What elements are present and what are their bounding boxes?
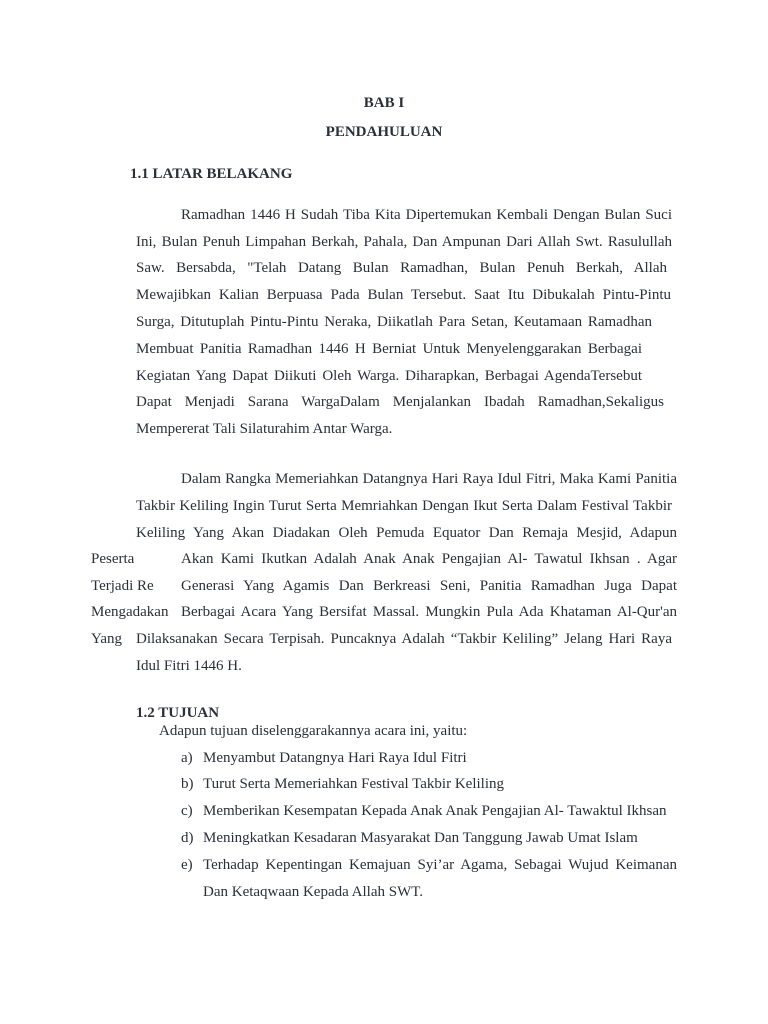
text-line: Dilaksanakan Secara Terpisah. Puncaknya Adalah “Takbir Keliling” Jelang Hari Raya [136, 631, 672, 647]
text-line: Ramadhan 1446 H Sudah Tiba Kita Dipertemukan Kembali Dengan Bulan Suci [181, 207, 672, 223]
text-line: Mempererat Tali Silaturahim Antar Warga. [136, 421, 393, 437]
text-line: Ini, Bulan Penuh Limpahan Berkah, Pahala, Dan Ampunan Dari Allah Swt. Rasulullah [136, 234, 672, 250]
list-item-continuation: Dan Ketaqwaan Kepada Allah SWT. [203, 884, 424, 900]
margin-fragment: Mengadakan [91, 604, 169, 620]
list-item: Terhadap Kepentingan Kemajuan Syi’ar Agama, Sebagai Wujud Keimanan [203, 857, 677, 873]
margin-fragment: Peserta [91, 551, 135, 567]
text-line: Dapat Menjadi Sarana WargaDalam Menjalankan Ibadah Ramadhan,Sekaligus [136, 394, 664, 410]
list-item: Menyambut Datangnya Hari Raya Idul Fitri [203, 750, 467, 766]
text-line: Mewajibkan Kalian Berpuasa Pada Bulan Tersebut. Saat Itu Dibukalah Pintu-Pintu [136, 287, 671, 303]
list-marker: c) [181, 803, 193, 819]
text-line: Berbagai Acara Yang Bersifat Massal. Mungkin Pula Ada Khataman Al-Qur'an [181, 604, 677, 620]
list-marker: d) [181, 830, 194, 846]
list-item: Meningkatkan Kesadaran Masyarakat Dan Tanggung Jawab Umat Islam [203, 830, 638, 846]
list-marker: b) [181, 776, 194, 792]
text-line: Membuat Panitia Ramadhan 1446 H Berniat Untuk Menyelenggarakan Berbagai [136, 341, 642, 357]
margin-fragment: Yang [91, 631, 122, 647]
text-line: Dalam Rangka Memeriahkan Datangnya Hari Raya Idul Fitri, Maka Kami Panitia [181, 471, 677, 487]
text-line: Generasi Yang Agamis Dan Berkreasi Seni, Panitia Ramadhan Juga Dapat [181, 578, 677, 594]
list-marker: e) [181, 857, 193, 873]
text-line: Akan Kami Ikutkan Adalah Anak Anak Pengajian Al- Tawatul Ikhsan . Agar [181, 551, 677, 567]
text-line: Keliling Yang Akan Diadakan Oleh Pemuda Equator Dan Remaja Mesjid, Adapun [136, 525, 677, 541]
margin-fragment: Terjadi Re [91, 578, 154, 594]
chapter-title: PENDAHULUAN [325, 124, 443, 140]
text-line: Kegiatan Yang Dapat Diikuti Oleh Warga. Diharapkan, Berbagai AgendaTersebut [136, 368, 642, 384]
section-heading-latar-belakang: 1.1 LATAR BELAKANG [130, 166, 293, 182]
list-marker: a) [181, 750, 193, 766]
text-line: Takbir Keliling Ingin Turut Serta Memriahkan Dengan Ikut Serta Dalam Festival Takbir [136, 498, 672, 514]
text-line: Idul Fitri 1446 H. [136, 658, 242, 674]
list-item: Memberikan Kesempatan Kepada Anak Anak Pengajian Al- Tawaktul Ikhsan [203, 803, 667, 819]
section-heading-tujuan: 1.2 TUJUAN [136, 705, 220, 721]
chapter-number: BAB I [363, 95, 405, 111]
text-line: Surga, Ditutuplah Pintu-Pintu Neraka, Diikatlah Para Setan, Keutamaan Ramadhan [136, 314, 652, 330]
text-line: Saw. Bersabda, "Telah Datang Bulan Ramadhan, Bulan Penuh Berkah, Allah [136, 260, 667, 276]
list-item: Turut Serta Memeriahkan Festival Takbir Keliling [203, 776, 504, 792]
tujuan-intro: Adapun tujuan diselenggarakannya acara ini, yaitu: [159, 723, 468, 739]
